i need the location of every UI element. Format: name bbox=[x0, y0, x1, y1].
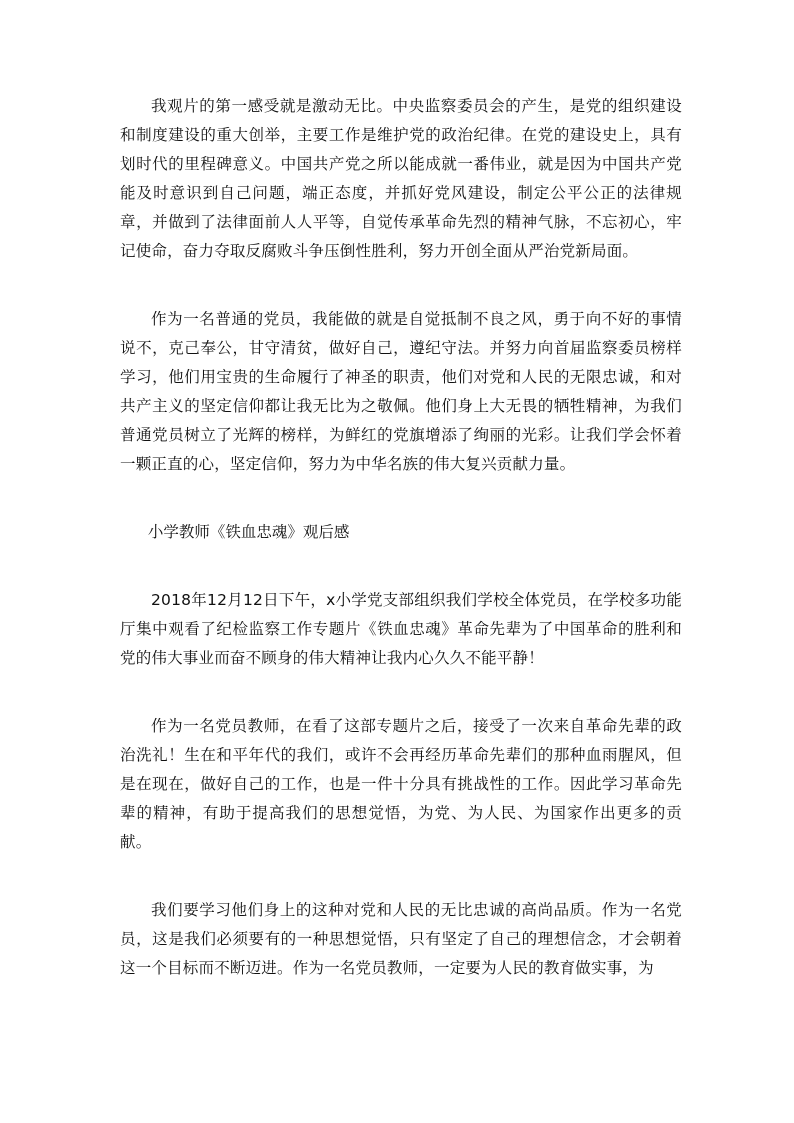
paragraph-gap bbox=[120, 479, 682, 518]
document-body bbox=[120, 92, 682, 983]
paragraph-gap bbox=[120, 266, 682, 305]
section-subtitle: 小学教师《铁血忠魂》观后感 bbox=[147, 523, 350, 541]
paragraph-first-impression: 我观片的第一感受就是激动无比。中央监察委员会的产生，是党的组织建设和制度建设的重大创举，主要工作是维护党的政治纪律。在党的建设史上，具有划时代的里程碑意义。中国共产党之所以能成就一番伟业，就是因为中国共产党能及时意识到自己问题，端正态度，并抓好党风建设，制定公平公正的法律规章，并做到了法律面前人人平等，自觉传承革命先烈的精神气脉，不忘初心，牢记使命，奋力夺取反腐败斗争压倒性胜利，努力开创全面从严治党新局面。 bbox=[120, 97, 682, 260]
paragraph-ordinary-member: 作为一名普通的党员，我能做的就是自觉抵制不良之风，勇于向不好的事情说不，克己奉公，甘守清贫，做好自己，遵纪守法。并努力向首届监察委员榜样学习，他们用宝贵的生命履行了神圣的职责，他们对党和人民的无限忠诚，和对共产主义的坚定信仰都让我无比为之敬佩。他们身上大无畏的牺牲精神，为我们普通党员树立了光辉的榜样，为鲜红的党旗增添了绚丽的光彩。让我们学会怀着一颗正直的心，坚定信仰，努力为中华名族的伟大复兴贡献力量。 bbox=[120, 310, 682, 473]
paragraph-screening-event: 2018年12月12日下午，x小学党支部组织我们学校全体党员，在学校多功能厅集中观看了纪检监察工作专题片《铁血忠魂》革命先辈为了中国革命的胜利和党的伟大事业而奋不顾身的伟大精神让我内心久久不能平静！ bbox=[120, 591, 682, 667]
paragraph-teacher-reflection: 作为一名党员教师，在看了这部专题片之后，接受了一次来自革命先辈的政治洗礼！生在和平年代的我们，或许不会再经历革命先辈们的那种血雨腥风，但是在现在，做好自己的工作，也是一件十分具有挑战性的工作。因此学习革命先辈的精神，有助于提高我们的思想觉悟，为党、为人民、为国家作出更多的贡献。 bbox=[120, 717, 682, 851]
paragraph-loyalty: 我们要学习他们身上的这种对党和人民的无比忠诚的高尚品质。作为一名党员，这是我们必须要有的一种思想觉悟，只有坚定了自己的理想信念，才会朝着这一个目标而不断迈进。作为一名党员教师，一定要为人民的教育做实事，为 bbox=[120, 901, 682, 977]
paragraph-gap bbox=[120, 673, 682, 712]
paragraph-gap bbox=[120, 857, 682, 896]
paragraph-gap bbox=[120, 547, 682, 586]
